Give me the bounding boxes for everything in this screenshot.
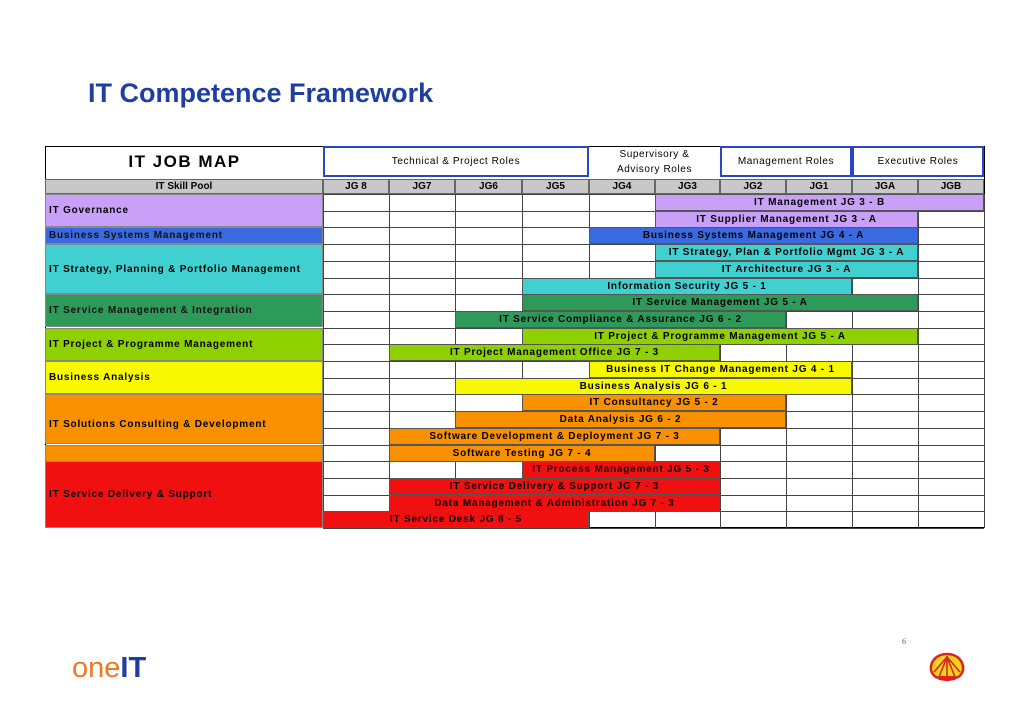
page-number: 6 [902, 637, 906, 646]
role-bar: IT Process Management JG 5 - 3 [522, 461, 720, 478]
skill-pool-label: IT Service Management & Integration [45, 294, 323, 327]
grade-header-jg7: JG7 [389, 179, 455, 194]
role-bar: IT Service Delivery & Support JG 7 - 3 [389, 478, 720, 495]
grade-header-jg3: JG3 [655, 179, 720, 194]
skill-pool-label: Business Analysis [45, 361, 323, 394]
grid-col-line [984, 194, 985, 528]
grade-header-jg4: JG4 [589, 179, 655, 194]
shell-pecten-icon [928, 652, 966, 682]
supervisory-roles-header [589, 146, 720, 177]
job-map-label: IT JOB MAP [128, 152, 241, 171]
role-bar: Information Security JG 5 - 1 [522, 278, 852, 295]
grid-col-line [323, 194, 324, 528]
role-bar: Business Systems Management JG 4 - A [589, 227, 918, 244]
grade-header-jgb: JGB [918, 179, 984, 194]
skill-pool-label [45, 445, 323, 462]
role-bar: IT Service Desk JG 8 - 5 [323, 511, 589, 528]
role-bar: IT Management JG 3 - B [655, 194, 984, 211]
grade-header-jg2: JG2 [720, 179, 786, 194]
role-bar: IT Architecture JG 3 - A [655, 261, 918, 278]
skill-pool-label: IT Project & Programme Management [45, 328, 323, 361]
supervisory-line-1: Supervisory & [619, 149, 690, 160]
role-bar: IT Strategy, Plan & Portfolio Mgmt JG 3 - A [655, 244, 918, 261]
grade-header-jg6: JG6 [455, 179, 522, 194]
role-bar: IT Project Management Office JG 7 - 3 [389, 344, 720, 361]
skill-pool-header: IT Skill Pool [45, 179, 323, 194]
role-bar: IT Service Compliance & Assurance JG 6 - 2 [455, 311, 786, 328]
grid-row-line [323, 528, 984, 529]
skill-pool-label: IT Strategy, Planning & Portfolio Management [45, 244, 323, 294]
role-bar: IT Consultancy JG 5 - 2 [522, 394, 786, 411]
skill-pool-label: IT Governance [45, 194, 323, 227]
role-bar: Data Analysis JG 6 - 2 [455, 411, 786, 428]
executive-roles-header: Executive Roles [852, 146, 984, 177]
skill-pool-label: IT Service Delivery & Support [45, 461, 323, 528]
skill-pool-label: IT Solutions Consulting & Development [45, 394, 323, 444]
role-bar: IT Service Management JG 5 - A [522, 294, 918, 311]
management-roles-header: Management Roles [720, 146, 852, 177]
role-bar: Business IT Change Management JG 4 - 1 [589, 361, 852, 378]
page-title: IT Competence Framework [88, 78, 434, 108]
grade-header-jga: JGA [852, 179, 918, 194]
grade-header-jg1: JG1 [786, 179, 852, 194]
skill-pool-label: Business Systems Management [45, 227, 323, 244]
oneit-logo: oneIT [72, 652, 147, 684]
role-bar: Business Analysis JG 6 - 1 [455, 378, 852, 395]
grade-header-jg8: JG 8 [323, 179, 389, 194]
role-bar: IT Supplier Management JG 3 - A [655, 211, 918, 228]
role-bar: Software Testing JG 7 - 4 [389, 445, 655, 462]
grid-col-line [918, 194, 919, 528]
technical-roles-header: Technical & Project Roles [323, 146, 589, 177]
role-bar: Software Development & Deployment JG 7 - 3 [389, 428, 720, 445]
supervisory-line-2: Advisory Roles [616, 164, 693, 175]
role-bar: Data Management & Administration JG 7 - 3 [389, 495, 720, 512]
grade-header-jg5: JG5 [522, 179, 589, 194]
role-bar: IT Project & Programme Management JG 5 - A [522, 328, 918, 345]
